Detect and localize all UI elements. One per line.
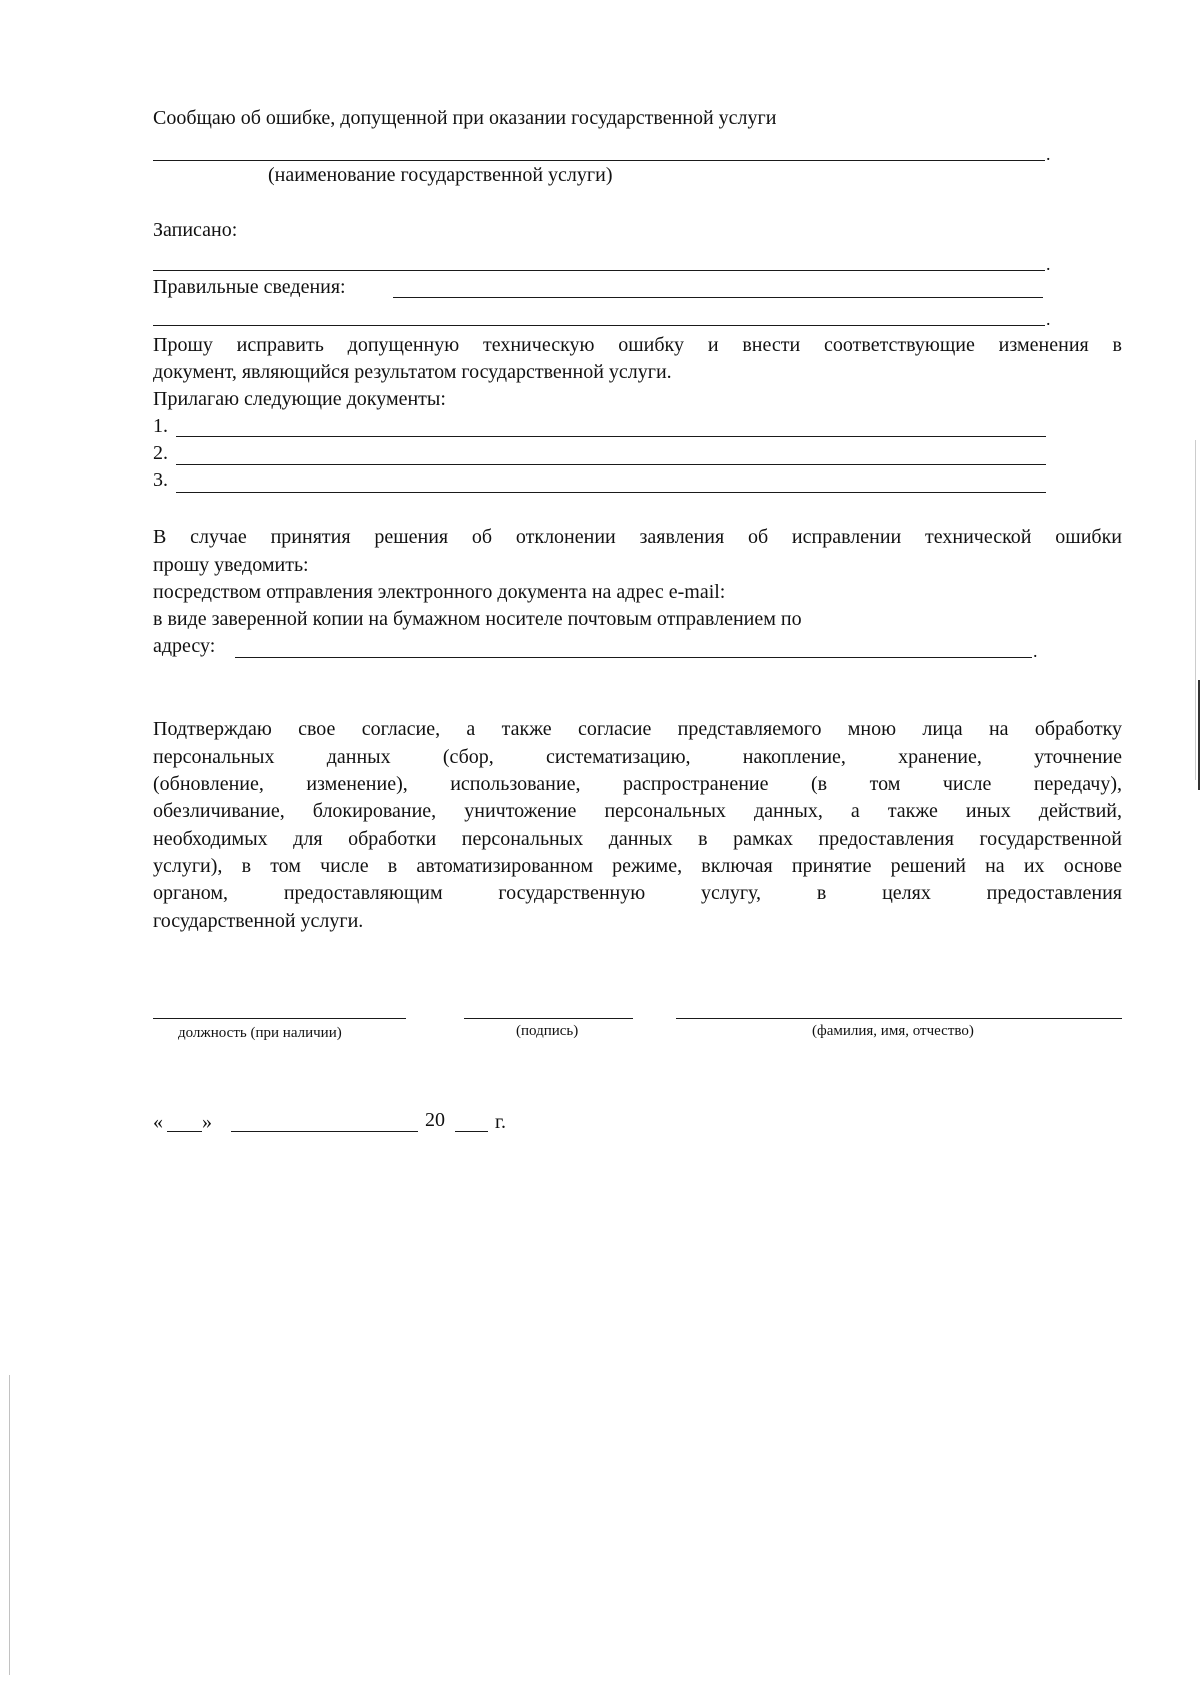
attachments-heading: Прилагаю следующие документы:: [153, 388, 446, 410]
consent-line-2: персональных данных (сбор, систематизацию, накопление, хранение, уточнение: [153, 746, 1122, 768]
field-end-dot: .: [1046, 254, 1051, 274]
intro-text: Сообщаю об ошибке, допущенной при оказании государственной услуги: [153, 107, 777, 129]
correct-info-field[interactable]: [393, 297, 1043, 298]
field-end-dot: .: [1046, 144, 1051, 164]
attachment-field-2[interactable]: [176, 464, 1046, 465]
correct-info-label: Правильные сведения:: [153, 276, 346, 298]
date-month-field[interactable]: [231, 1131, 418, 1132]
signature-caption: (подпись): [516, 1023, 579, 1039]
notify-line1: В случае принятия решения об отклонении заявления об исправлении технической ошибки: [153, 526, 1122, 548]
request-line1: Прошу исправить допущенную техническую ошибку и внести соответствующие изменения в: [153, 334, 1122, 356]
correct-info-field-line2[interactable]: [153, 325, 1045, 326]
attachment-field-3[interactable]: [176, 492, 1046, 493]
field-end-dot: .: [1033, 641, 1038, 661]
consent-line-1: Подтверждаю свое согласие, а также согласие представляемого мною лица на обработку: [153, 718, 1122, 740]
scan-edge-mark: [1195, 440, 1196, 780]
date-year-prefix: 20: [425, 1109, 445, 1131]
consent-line-4: обезличивание, блокирование, уничтожение персональных данных, а также иных действий,: [153, 800, 1122, 822]
full-name-caption: (фамилия, имя, отчество): [812, 1023, 974, 1039]
notify-line2: прошу уведомить:: [153, 554, 309, 576]
recorded-label: Записано:: [153, 219, 238, 241]
notify-email-option: посредством отправления электронного документа на адрес e-mail:: [153, 581, 726, 603]
attachment-number-1: 1.: [153, 415, 168, 437]
service-name-field[interactable]: [153, 160, 1045, 161]
consent-line-3: (обновление, изменение), использование, распространение (в том числе передачу),: [153, 773, 1122, 795]
consent-line-5: необходимых для обработки персональных данных в рамках предоставления государственной: [153, 828, 1122, 850]
consent-line-7: органом, предоставляющим государственную услугу, в целях предоставления: [153, 882, 1122, 904]
date-year-field[interactable]: [455, 1131, 488, 1132]
field-end-dot: .: [1046, 309, 1051, 329]
notify-paper-option: в виде заверенной копии на бумажном носителе почтовым отправлением по: [153, 608, 802, 630]
date-year-suffix: г.: [495, 1111, 506, 1133]
notify-address-label: адресу:: [153, 635, 216, 657]
consent-line-6: услуги), в том числе в автоматизированном режиме, включая принятие решений на их основе: [153, 855, 1122, 877]
full-name-field[interactable]: [676, 1018, 1122, 1019]
signature-field[interactable]: [464, 1018, 633, 1019]
date-open-quote: «: [153, 1111, 163, 1133]
position-field[interactable]: [153, 1018, 406, 1019]
scan-edge-mark: [9, 1375, 10, 1675]
attachment-number-2: 2.: [153, 442, 168, 464]
notify-address-field[interactable]: [235, 657, 1032, 658]
request-line2: документ, являющийся результатом государственной услуги.: [153, 361, 672, 383]
attachment-field-1[interactable]: [176, 436, 1046, 437]
date-day-field[interactable]: [167, 1131, 202, 1132]
date-close-quote: »: [202, 1111, 212, 1133]
position-caption: должность (при наличии): [178, 1025, 342, 1041]
attachment-number-3: 3.: [153, 469, 168, 491]
service-name-caption: (наименование государственной услуги): [268, 164, 613, 186]
consent-line-8: государственной услуги.: [153, 910, 364, 932]
recorded-field[interactable]: [153, 270, 1045, 271]
